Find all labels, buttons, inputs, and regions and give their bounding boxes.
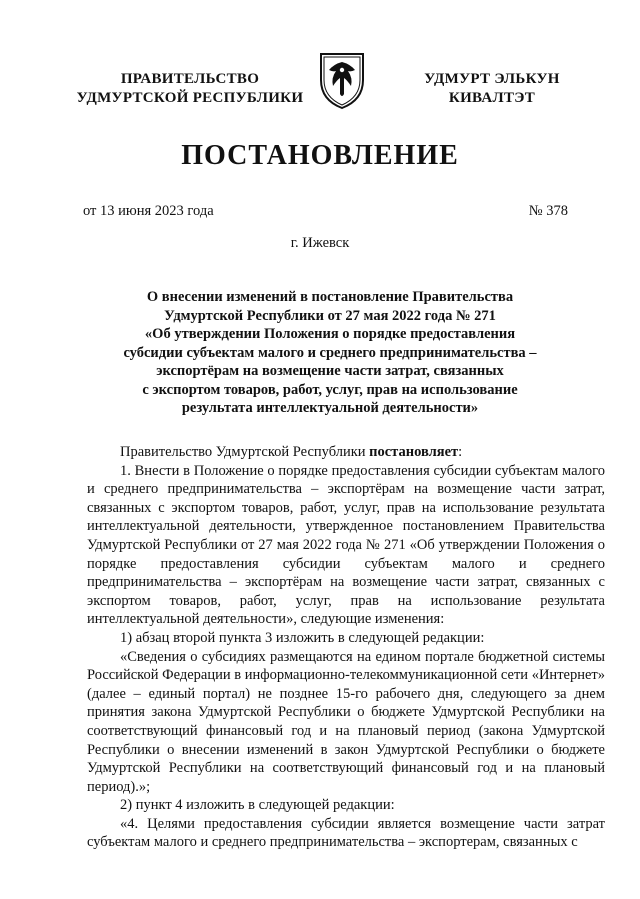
body-paragraph: 1) абзац второй пункта 3 изложить в следующей редакции: xyxy=(120,629,485,646)
header-right xyxy=(392,70,592,108)
intro-end: : xyxy=(458,444,463,460)
subject-line: Удмуртской Республики от 27 мая 2022 года № 271 xyxy=(164,307,496,324)
document-number: № 378 xyxy=(528,203,568,219)
body-paragraph: «4. Целями предоставления субсидии является возмещение части затрат субъектам малого и среднего предпринимательства – экспортерам, связанных с xyxy=(87,815,605,851)
subject-line: экспортёрам на возмещение части затрат, связанных xyxy=(156,363,504,379)
subject-line: О внесении изменений в постановление Правительства xyxy=(146,289,514,305)
body-paragraph: 2) пункт 4 изложить в следующей редакции: xyxy=(120,797,395,814)
udmurt-coat-of-arms-icon xyxy=(317,50,367,110)
document-city: г. Ижевск xyxy=(290,235,350,251)
header-left xyxy=(70,70,310,108)
body-paragraph: 1. Внести в Положение о порядке предоставления субсидии субъектам малого и среднего предпринимательства – экспортёрам на возмещение части затрат, связанных с экспортом товаров, работ, услуг, прав на использование результата интеллектуальной деятельности, утвержденное постановлением Правительства Удмуртской Республики от 27 мая 2022 года № 271 «Об утверждении Положения о порядке предоставления субсидии субъектам малого и среднего предпринимательства – экспортёрам на возмещение части затрат, связанных с экспортом товаров, работ, услуг, прав на использование результата интеллектуальной деятельности», следующие изменения: xyxy=(87,462,605,628)
header-right-line-1: УДМУРТ ЭЛЬКУН xyxy=(424,71,560,87)
subject-line: «Об утверждении Положения о порядке предоставления xyxy=(144,326,516,342)
header-left-line-1: ПРАВИТЕЛЬСТВО xyxy=(120,71,260,87)
header-right-line-2: КИВАЛТЭТ xyxy=(448,90,536,106)
document-body xyxy=(87,443,605,852)
document-title: ПОСТАНОВЛЕНИЕ xyxy=(181,140,459,171)
body-intro xyxy=(87,443,605,462)
body-paragraph: «Сведения о субсидиях размещаются на едином портале бюджетной системы Российской Федерации в информационно-телекоммуникационной сети «Интернет» (далее – единый портал) не позднее 15-го рабочего дня, следующего за днем принятия закона Удмуртской Республики о бюджете Удмуртской Республики на соответствующий финансовый год и на плановый период (закона Удмуртской Республики о внесении изменений в закон Удмуртской Республики о бюджете Удмуртской Республики на соответствующий финансовый год и на плановый период).»; xyxy=(87,648,605,795)
document-subject xyxy=(110,288,550,418)
intro-text: Правительство Удмуртской Республики xyxy=(120,444,370,460)
subject-line: с экспортом товаров, работ, услуг, прав на использование xyxy=(142,381,518,398)
intro-bold: постановляет xyxy=(369,444,459,460)
header-left-line-2: УДМУРТСКОЙ РЕСПУБЛИКИ xyxy=(76,90,304,106)
subject-line: результата интеллектуальной деятельности» xyxy=(181,400,479,416)
document-date: от 13 июня 2023 года xyxy=(83,203,214,219)
subject-line: субсидии субъектам малого и среднего предпринимательства – xyxy=(123,344,537,361)
